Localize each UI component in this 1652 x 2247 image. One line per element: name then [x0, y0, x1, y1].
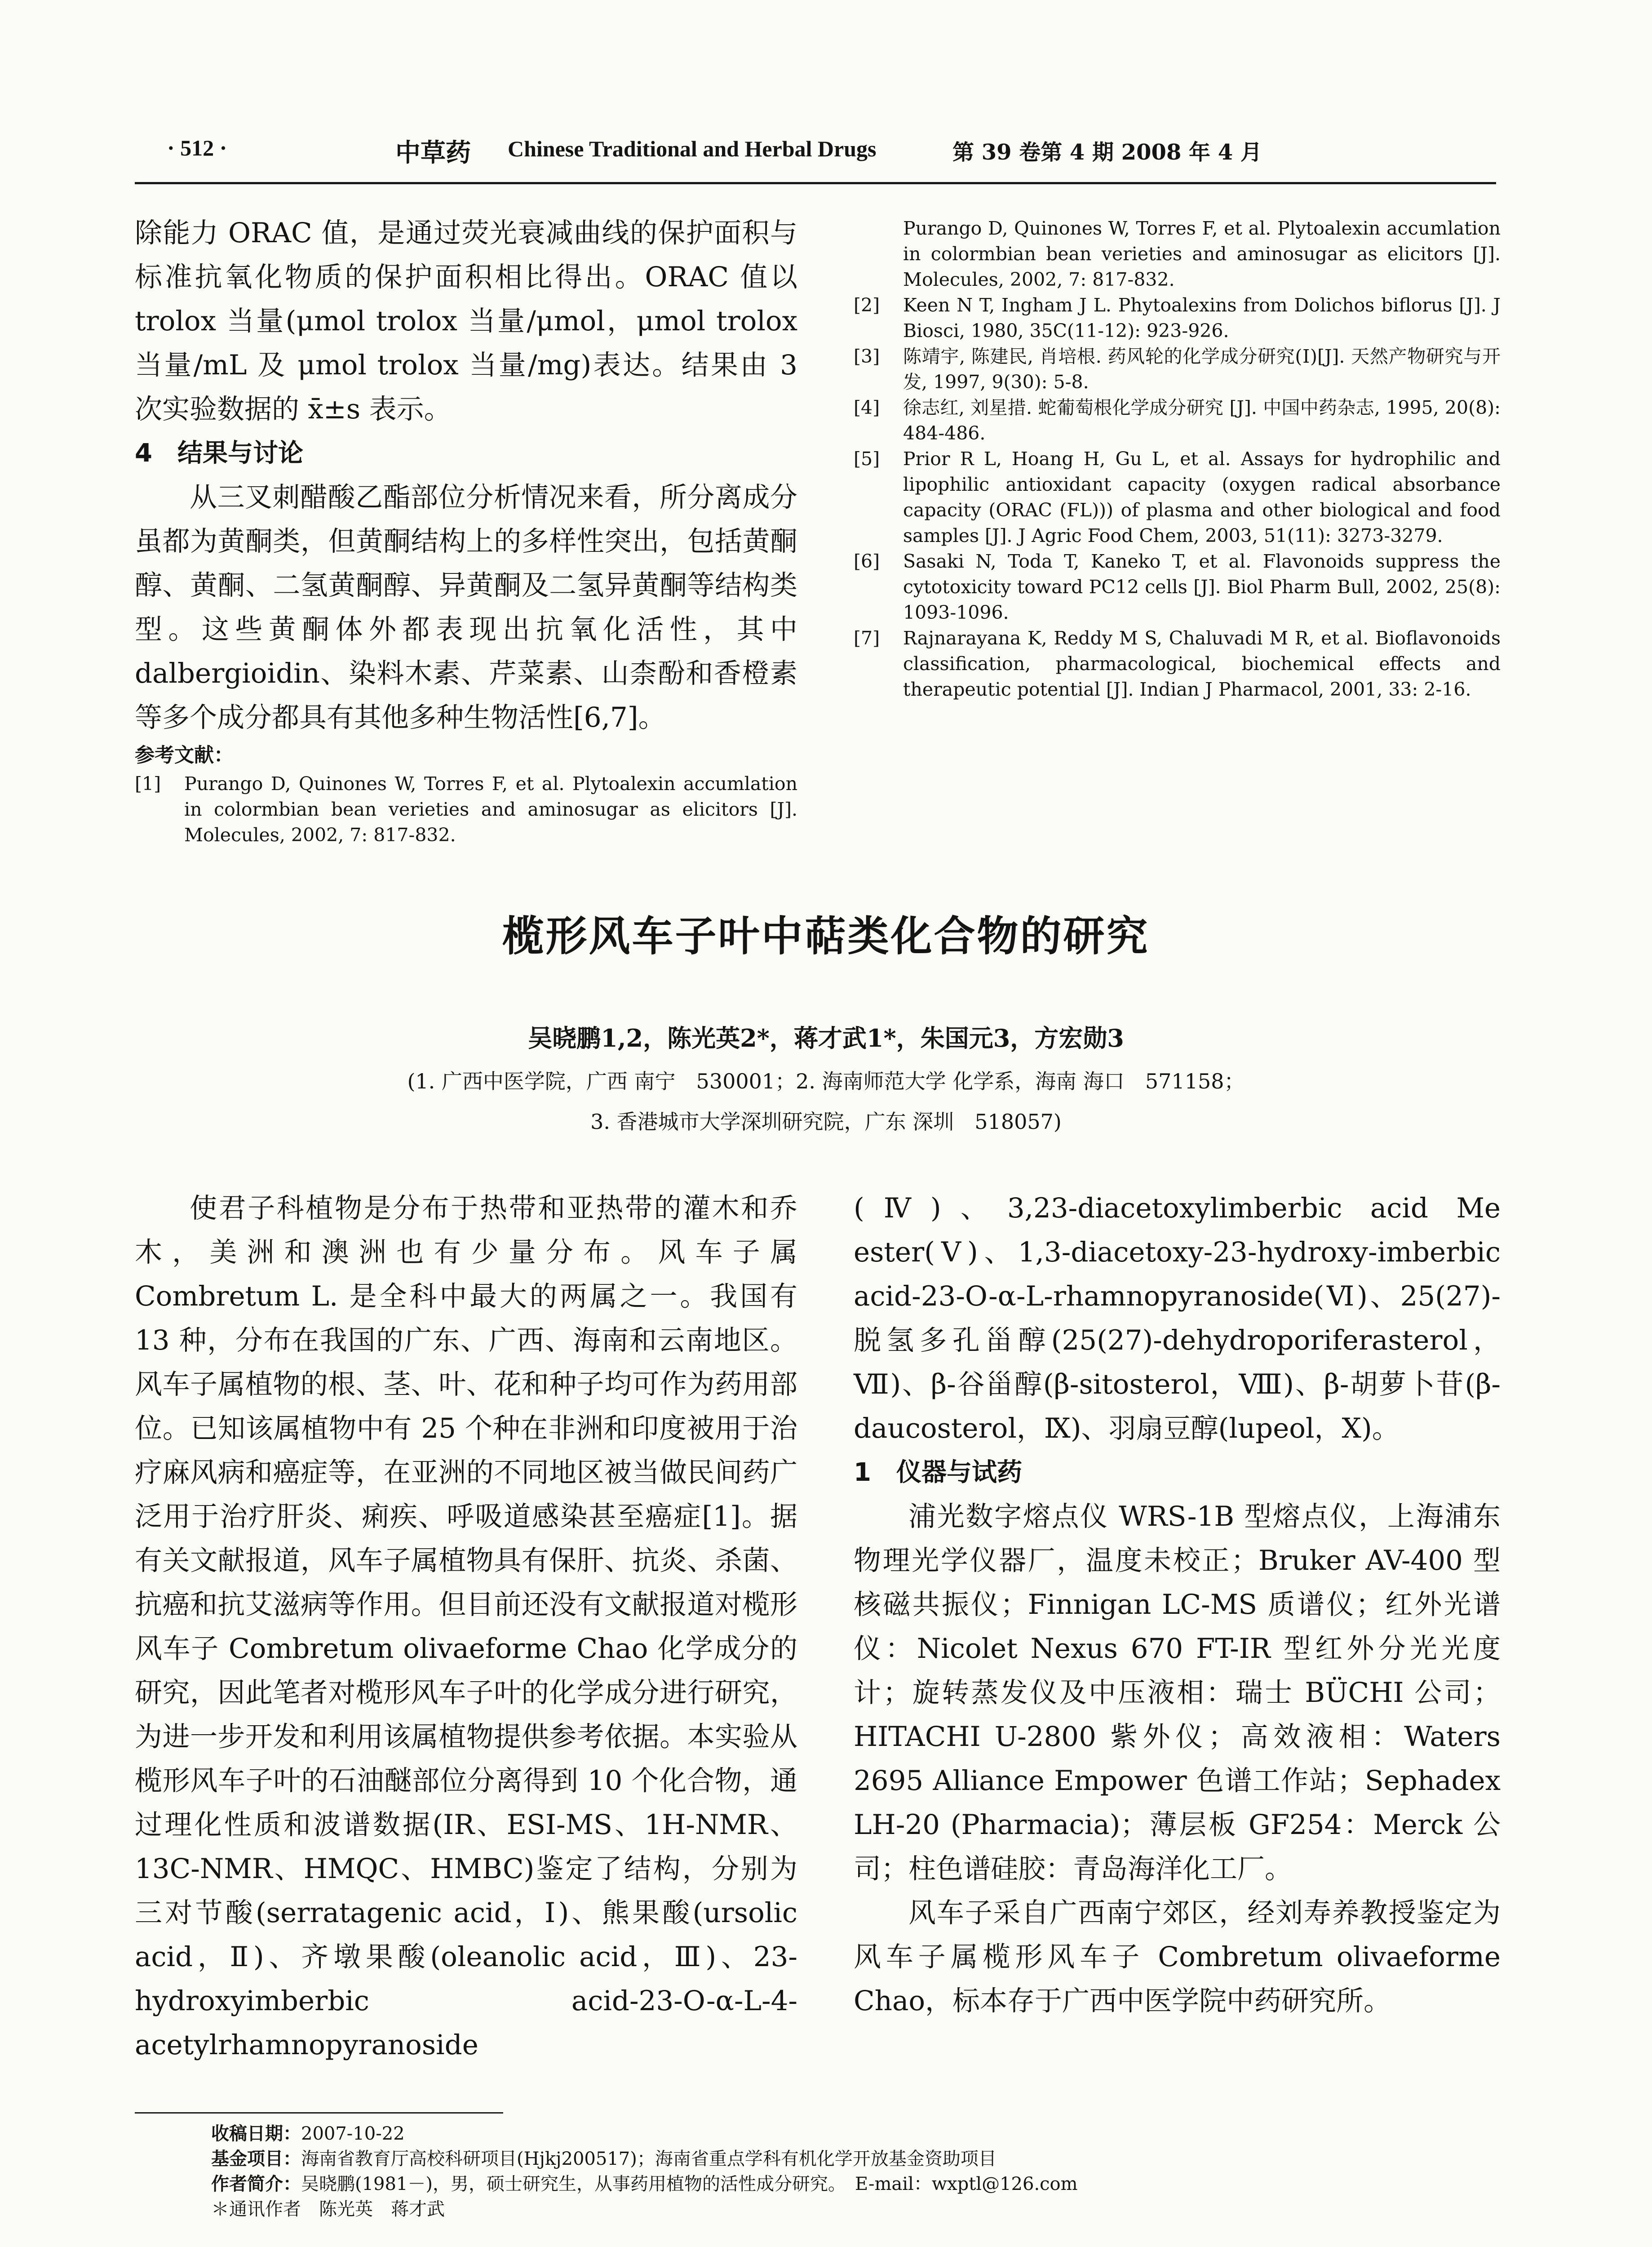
- affiliation-line-1: (1. 广西中医学院，广西 南宁 530001；2. 海南师范大学 化学系，海南 海口 571158；: [407, 1069, 1245, 1093]
- reference-text-continued: Purango D, Quinones W, Torres F, et al. Plytoalexin accumlation in colormbian bean verieties and aminosugar as elicitors [J]. Molecules, 2002, 7: 817-832.: [903, 218, 1501, 290]
- reference-list-right: [854, 216, 1501, 813]
- reference-text: Prior R L, Hoang H, Gu L, et al. Assays for hydrophilic and lipophilic antioxidant capacity (oxygen radical absorbance capacity (ORAC (FL))) of plasma and other biological and food samples [J]. J Agric Food Chem, 2003, 51(11): 3273-3279.: [903, 448, 1501, 546]
- reference-text: Keen N T, Ingham J L. Phytoalexins from Dolichos biflorus [J]. J Biosci, 1980, 35C(11-12): 923-926.: [903, 294, 1501, 342]
- reference-text: Rajnarayana K, Reddy M S, Chaluvadi M R, et al. Bioflavonoids classification, pharmacological, biochemical effects and therapeutic potential [J]. Indian J Pharmacol, 2001, 33: 2-16.: [903, 627, 1501, 700]
- reference-number: [2]: [854, 294, 880, 316]
- plant-source-paragraph: 风车子采自广西南宁郊区，经刘寿养教授鉴定为风车子属榄形风车子 Combretum olivaeforme Chao，标本存于广西中医学院中药研究所。: [854, 1897, 1501, 2017]
- footnote-rule: [135, 2112, 503, 2114]
- corresponding-authors: ＊通讯作者 陈光英 蒋才武: [211, 2199, 445, 2220]
- header-rule: [135, 182, 1496, 184]
- footnotes: [211, 2121, 1514, 2222]
- reference-number: [7]: [854, 627, 880, 649]
- reference-item: [854, 549, 1501, 626]
- reference-item: [854, 626, 1501, 702]
- article-left-column: [135, 1186, 797, 2067]
- discussion-paragraph: 从三叉刺醋酸乙酯部位分析情况来看，所分离成分虽都为黄酮类，但黄酮结构上的多样性突出，包括黄酮醇、黄酮、二氢黄酮醇、异黄酮及二氢异黄酮等结构类型。这些黄酮体外都表现出抗氧化活性，其中 dalbergioidin、染料木素、芹菜素、山柰酚和香橙素等多个成分都具有其他多种生物活性[6,7]。: [135, 481, 797, 733]
- journal-issue: 第 39 卷第 4 期 2008 年 4 月: [952, 140, 1262, 165]
- article-right-column: [854, 1186, 1501, 2067]
- results-heading: 4 结果与讨论: [135, 439, 303, 468]
- reference-number: [6]: [854, 551, 880, 572]
- introduction-paragraph: 使君子科植物是分布于热带和亚热带的灌木和乔木，美洲和澳洲也有少量分布。风车子属 Combretum L. 是全科中最大的两属之一。我国有 13 种，分布在我国的广东、广西、海南和云南地区。风车子属植物的根、茎、叶、花和种子均可作为药用部位。已知该属植物中有 25 个种在非洲和印度被用于治疗麻风病和癌症等，在亚洲的不同地区被当做民间药广泛用于治疗肝炎、痢疾、呼吸道感染甚至癌症[1]。据有关文献报道，风车子属植物具有保肝、抗炎、杀菌、抗癌和抗艾滋病等作用。但目前还没有文献报道对榄形风车子 Combretum olivaeforme Chao 化学成分的研究，因此笔者对榄形风车子叶的化学成分进行研究，为进一步开发和利用该属植物提供参考依据。本实验从榄形风车子叶的石油醚部位分离得到 10 个化合物，通过理化性质和波谱数据(IR、ESI-MS、1H-NMR、13C-NMR、HMQC、HMBC)鉴定了结构，分别为三对节酸(serratagenic acid，Ⅰ)、熊果酸(ursolic acid，Ⅱ)、齐墩果酸(oleanolic acid，Ⅲ)、23-hydroxyimberbic acid-23-O-α-L-4-acetylrhamnopyranoside: [135, 1192, 797, 2061]
- reference-number: [1]: [135, 773, 161, 795]
- materials-heading: 1 仪器与试药: [854, 1458, 1022, 1487]
- reference-text: Purango D, Quinones W, Torres F, et al. Plytoalexin accumlation in colormbian bean verieties and aminosugar as elicitors [J]. Molecules, 2002, 7: 817-832.: [184, 773, 797, 846]
- references-heading: 参考文献：: [135, 744, 234, 767]
- instruments-paragraph: 浦光数字熔点仪 WRS-1B 型熔点仪，上海浦东物理光学仪器厂，温度未校正；Bruker AV-400 型核磁共振仪；Finnigan LC-MS 质谱仪；红外光谱仪：Nicolet Nexus 670 FT-IR 型红外分光光度计；旋转蒸发仪及中压液相：瑞士 BÜCHI 公司；HITACHI U-2800 紫外仪；高效液相：Waters 2695 Alliance Empower 色谱工作站；Sephadex LH-20 (Pharmacia)；薄层板 GF254：Merck 公司；柱色谱硅胶：青岛海洋化工厂。: [854, 1501, 1501, 1885]
- orac-paragraph: 除能力 ORAC 值，是通过荧光衰减曲线的保护面积与标准抗氧化物质的保护面积相比得出。ORAC 值以 trolox 当量(μmol trolox 当量/μmol，μmol trolox 当量/mL 及 μmol trolox 当量/mg)表达。结果由 3 次实验数据的 x̄±s 表示。: [135, 217, 797, 425]
- article-title: 榄形风车子叶中萜类化合物的研究: [502, 912, 1150, 960]
- fund-info: 基金项目：海南省教育厅高校科研项目(Hjkj200517)；海南省重点学科有机化学开放基金资助项目: [211, 2149, 997, 2169]
- reference-number: [5]: [854, 448, 880, 470]
- reference-number: [3]: [854, 346, 880, 367]
- reference-text: Sasaki N, Toda T, Kaneko T, et al. Flavonoids suppress the cytotoxicity toward PC12 cells [J]. Biol Pharm Bull, 2002, 25(8): 1093-1096.: [903, 551, 1501, 623]
- journal-name-en: Chinese Traditional and Herbal Drugs: [508, 136, 877, 161]
- received-date: 收稿日期：2007-10-22: [211, 2123, 405, 2144]
- page-number: · 512 ·: [167, 135, 227, 160]
- reference-item: [854, 344, 1501, 395]
- reference-item: [854, 446, 1501, 549]
- article-authors: 吴晓鹏1,2，陈光英2*，蒋才武1*，朱国元3，方宏勋3: [528, 1024, 1124, 1052]
- reference-list-left: [135, 771, 797, 846]
- reference-text: 陈靖宇, 陈建民, 肖培根. 药风轮的化学成分研究(Ⅰ)[J]. 天然产物研究与开发, 1997, 9(30): 5-8.: [903, 346, 1501, 393]
- reference-item: [135, 771, 797, 846]
- reference-item: [854, 293, 1501, 344]
- reference-number: [4]: [854, 397, 880, 418]
- reference-text: 徐志红, 刘星措. 蛇葡萄根化学成分研究 [J]. 中国中药杂志, 1995, 20(8): 484-486.: [903, 397, 1501, 444]
- prev-article-left-column: [135, 211, 797, 846]
- reference-item: [854, 395, 1501, 446]
- compound-list-continued: (Ⅳ)、3,23-diacetoxylimberbic acid Me ester(Ⅴ)、1,3-diacetoxy-23-hydroxy-imberbic acid-23-O-α-L-rhamnopyranoside(Ⅵ)、25(27)-脱氢多孔甾醇(25(27)-dehydroporiferasterol，Ⅶ)、β-谷甾醇(β-sitosterol，Ⅷ)、β-胡萝卜苷(β-daucosterol，Ⅸ)、羽扇豆醇(lupeol，Ⅹ)。: [854, 1192, 1501, 1444]
- journal-name-cn: 中草药: [395, 138, 471, 168]
- author-bio: 作者简介：吴晓鹏(1981－)，男，硕士研究生，从事药用植物的活性成分研究。 E-mail：wxptl@126.com: [211, 2174, 1078, 2194]
- reference-item: [854, 216, 1501, 293]
- affiliation-line-2: 3. 香港城市大学深圳研究院，广东 深圳 518057): [590, 1110, 1062, 1134]
